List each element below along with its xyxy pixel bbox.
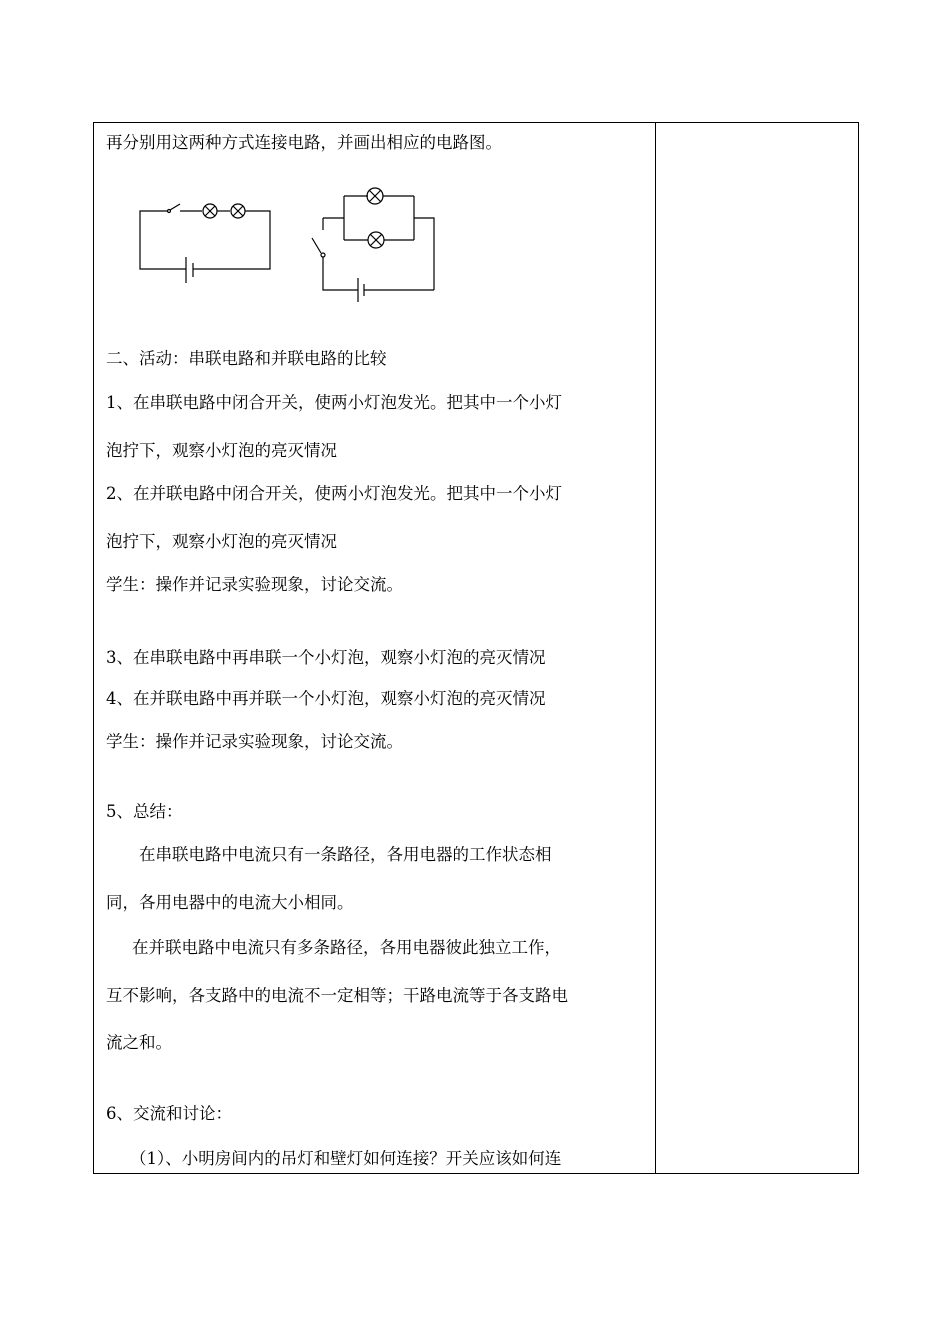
- section-2-heading: 二、活动：串联电路和并联电路的比较: [106, 349, 387, 368]
- lesson-table: [93, 122, 859, 1174]
- column-divider: [655, 123, 656, 1173]
- student-note-1: 学生：操作并记录实验现象，讨论交流。: [106, 575, 403, 594]
- summary-2-line-b: 互不影响，各支路中的电流不一定相等；干路电流等于各支路电: [106, 986, 568, 1005]
- series-circuit-diagram: [138, 199, 273, 289]
- item-1-line-b: 泡拧下，观察小灯泡的亮灭情况: [106, 441, 337, 460]
- item-1-line-a: 1、在串联电路中闭合开关，使两小灯泡发光。把其中一个小灯: [106, 393, 562, 412]
- item-3: 3、在串联电路中再串联一个小灯泡，观察小灯泡的亮灭情况: [106, 648, 546, 667]
- item-4: 4、在并联电路中再并联一个小灯泡，观察小灯泡的亮灭情况: [106, 689, 546, 708]
- item-2-line-b: 泡拧下，观察小灯泡的亮灭情况: [106, 532, 337, 551]
- student-note-2: 学生：操作并记录实验现象，讨论交流。: [106, 732, 403, 751]
- summary-1-line-a: 在串联电路中电流只有一条路径，各用电器的工作状态相: [139, 845, 552, 864]
- item-2-line-a: 2、在并联电路中闭合开关，使两小灯泡发光。把其中一个小灯: [106, 484, 562, 503]
- item-6-discussion-heading: 6、交流和讨论：: [106, 1104, 232, 1123]
- item-5-summary-heading: 5、总结：: [106, 802, 183, 821]
- parallel-circuit-diagram: [306, 178, 441, 308]
- summary-2-line-a: 在并联电路中电流只有多条路径，各用电器彼此独立工作，: [132, 938, 561, 957]
- summary-2-line-c: 流之和。: [106, 1033, 172, 1052]
- summary-1-line-b: 同，各用电器中的电流大小相同。: [106, 893, 354, 912]
- intro-line: 再分别用这两种方式连接电路，并画出相应的电路图。: [106, 133, 502, 152]
- question-1: （1）、小明房间内的吊灯和壁灯如何连接？开关应该如何连: [130, 1149, 562, 1168]
